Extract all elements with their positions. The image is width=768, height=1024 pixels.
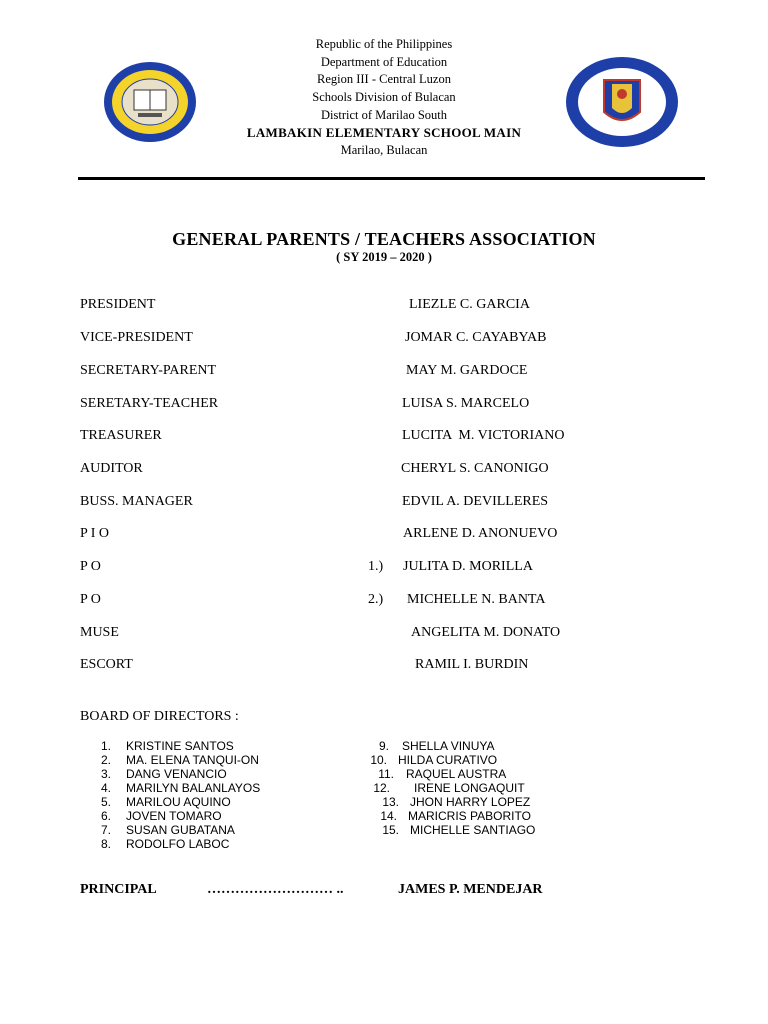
list-number: 3.	[100, 767, 111, 781]
list-number: 4.	[100, 781, 111, 795]
principal-name: JAMES P. MENDEJAR	[398, 882, 543, 897]
header-line-republic: Republic of the Philippines	[315, 37, 453, 51]
list-number: 7.	[100, 823, 111, 837]
school-name: LAMBAKIN ELEMENTARY SCHOOL MAIN	[246, 125, 522, 140]
officer-prefix: 2.)	[368, 592, 384, 607]
officer-name: JULITA D. MORILLA	[403, 559, 533, 574]
list-number: 9.	[378, 739, 389, 753]
director-name: MARICRIS PABORITO	[408, 809, 531, 823]
list-number: 11.	[378, 767, 394, 781]
list-number: 6.	[100, 809, 111, 823]
document-title: GENERAL PARENTS / TEACHERS ASSOCIATION	[172, 229, 596, 249]
director-name: JOVEN TOMARO	[126, 809, 222, 823]
board-heading: BOARD OF DIRECTORS :	[80, 709, 239, 724]
officer-name: ANGELITA M. DONATO	[411, 625, 561, 640]
director-name: MICHELLE SANTIAGO	[410, 823, 536, 837]
officer-position: TREASURER	[80, 428, 162, 443]
officer-name: ARLENE D. ANONUEVO	[403, 526, 558, 541]
list-number: 12.	[373, 781, 390, 795]
officer-name: MICHELLE N. BANTA	[407, 592, 546, 607]
officer-position: PRESIDENT	[80, 297, 156, 312]
header-divider	[78, 177, 705, 180]
list-number: 14.	[380, 809, 397, 823]
list-number: 5.	[100, 795, 111, 809]
officer-name: EDVIL A. DEVILLERES	[402, 494, 549, 509]
officer-position: P O	[80, 559, 101, 574]
director-name: KRISTINE SANTOS	[126, 739, 234, 753]
header-line-region: Region III - Central Luzon	[317, 72, 451, 86]
officer-position: SECRETARY-PARENT	[80, 363, 217, 378]
principal-label: PRINCIPAL	[80, 882, 157, 897]
school-location: Marilao, Bulacan	[340, 143, 428, 157]
officer-name: LUCITA M. VICTORIANO	[402, 428, 565, 443]
director-name: JHON HARRY LOPEZ	[410, 795, 531, 809]
director-name: RODOLFO LABOC	[126, 837, 230, 851]
school-year: ( SY 2019 – 2020 )	[336, 250, 432, 264]
list-number: 10.	[370, 753, 387, 767]
officer-name: CHERYL S. CANONIGO	[401, 461, 549, 476]
officer-name: JOMAR C. CAYABYAB	[405, 330, 547, 345]
director-name: RAQUEL AUSTRA	[406, 767, 507, 781]
list-number: 15.	[382, 823, 399, 837]
officer-prefix: 1.)	[368, 559, 384, 574]
director-name: IRENE LONGAQUIT	[414, 781, 525, 795]
director-name: MARILOU AQUINO	[126, 795, 231, 809]
officer-position: BUSS. MANAGER	[80, 494, 193, 509]
officer-name: RAMIL I. BURDIN	[415, 657, 529, 672]
director-name: MARILYN BALANLAYOS	[126, 781, 261, 795]
list-number: 1.	[100, 739, 111, 753]
header-line-department: Department of Education	[320, 55, 448, 69]
officer-position: VICE-PRESIDENT	[80, 330, 193, 345]
list-number: 13.	[382, 795, 399, 809]
director-name: SUSAN GUBATANA	[126, 823, 235, 837]
officer-position: MUSE	[80, 625, 119, 640]
header-line-division: Schools Division of Bulacan	[312, 90, 456, 104]
officer-position: SERETARY-TEACHER	[80, 396, 219, 411]
list-number: 2.	[100, 753, 111, 767]
officer-name: LUISA S. MARCELO	[402, 396, 530, 411]
director-name: MA. ELENA TANQUI-ON	[126, 753, 259, 767]
principal-dots: ……………………… ..	[207, 882, 344, 897]
officer-position: ESCORT	[80, 657, 133, 672]
header-line-district: District of Marilao South	[320, 108, 448, 122]
director-name: SHELLA VINUYA	[402, 739, 495, 753]
director-name: DANG VENANCIO	[126, 767, 227, 781]
officer-position: P O	[80, 592, 101, 607]
officer-position: AUDITOR	[80, 461, 143, 476]
officer-position: P I O	[80, 526, 110, 541]
officer-name: LIEZLE C. GARCIA	[409, 297, 530, 312]
officer-name: MAY M. GARDOCE	[406, 363, 528, 378]
list-number: 8.	[100, 837, 111, 851]
director-name: HILDA CURATIVO	[398, 753, 498, 767]
